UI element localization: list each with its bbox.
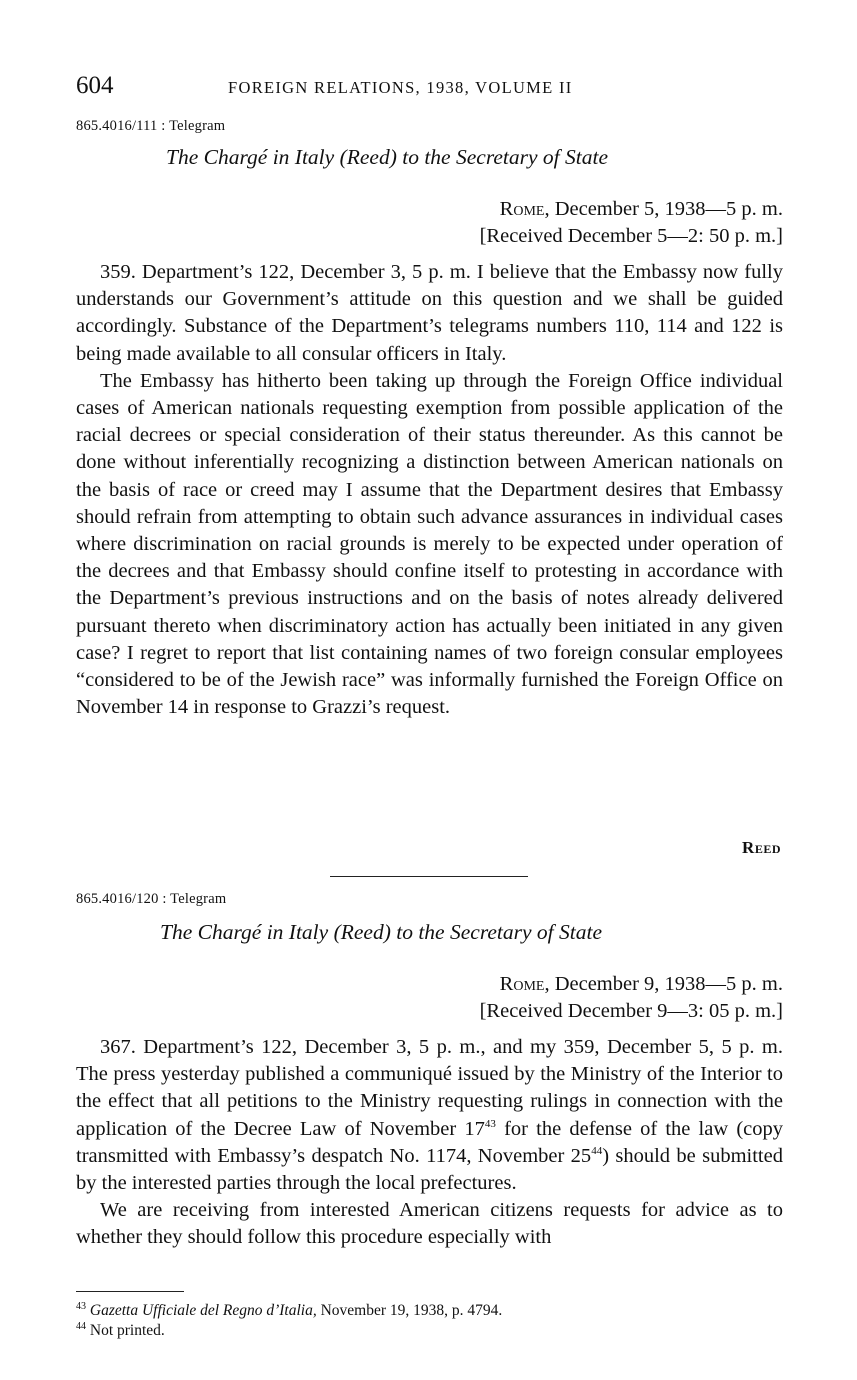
doc2-body	[76, 1034, 783, 1252]
doc1-city: Rome	[499, 198, 545, 220]
doc2-received: [Received December 9—3: 05 p. m.]	[479, 1000, 783, 1022]
doc2-paragraph-1-part-b: for the defense of the law (copy transmitted with Embassy’s despatch No. 1174, November 25	[76, 1117, 783, 1167]
running-title: FOREIGN RELATIONS, 1938, VOLUME II	[228, 78, 573, 97]
doc2-file-reference: 865.4016/120 : Telegram	[76, 891, 227, 907]
doc1-heading: The Chargé in Italy (Reed) to the Secretary of State	[166, 145, 609, 169]
doc2-paragraph-1-part-a: 367. Department’s 122, December 3, 5 p. m., and my 359, December 5, 5 p. m. The press yesterday published a communiqué issued by the Ministry of the Interior to the effect that all petitions to the Ministry requesting rulings in connection with the application of the Decree Law of November 17	[76, 1036, 783, 1140]
doc1-paragraph-2: The Embassy has hitherto been taking up through the Foreign Office individual cases of American nationals requesting exemption from possible application of the racial decrees or special consideration of their status thereunder. As this cannot be done without inferentially recognizing a distinction between American nationals on the basis of race or creed may I assume that the Department desires that Embassy should refrain from attempting to obtain such advance assurances in individual cases where discrimination on racial grounds is merely to be expected under operation of the decrees and that Embassy should confine itself to protesting in accordance with the Department’s previous instructions and on the basis of notes already delivered pursuant thereto when discriminatory action has actually been initiated in any given case? I regret to report that list containing names of two foreign consular employees “considered to be of the Jewish race” was informally furnished the Foreign Office on November 14 in response to Grazzi’s request.	[76, 369, 783, 719]
section-separator	[330, 876, 528, 877]
footnote-43-mark: 43	[76, 1300, 86, 1312]
doc1-signature: Reed	[742, 838, 781, 857]
doc2-dateline	[480, 971, 783, 1025]
footnote-rule	[76, 1291, 184, 1292]
running-head	[76, 72, 782, 102]
footnote-ref-43: 43	[484, 1117, 496, 1130]
footnotes	[76, 1301, 776, 1341]
footnote-ref-44: 44	[591, 1144, 603, 1157]
doc2-paragraph-2: We are receiving from interested American citizens requests for advice as to whether they should follow this procedure especially with	[76, 1199, 783, 1249]
doc1-file-reference: 865.4016/111 : Telegram	[76, 118, 226, 134]
doc1-dateline	[480, 196, 783, 250]
doc1-place-date	[480, 196, 783, 223]
doc1-body	[76, 259, 783, 721]
doc1-received: [Received December 5—2: 50 p. m.]	[479, 225, 783, 247]
footnote-44-mark: 44	[76, 1320, 86, 1332]
footnote-44	[76, 1321, 776, 1341]
doc2-paragraph-1	[76, 1034, 783, 1197]
doc2-city: Rome	[499, 973, 545, 995]
doc2-paragraph-1-part-c: ) should be submitted by the interested parties through the local prefectures.	[76, 1144, 783, 1195]
doc2-date: , December 9, 1938—5 p. m.	[544, 973, 783, 995]
doc2-heading: The Chargé in Italy (Reed) to the Secretary of State	[160, 920, 603, 944]
footnote-44-text: Not printed.	[89, 1322, 165, 1339]
footnote-43	[76, 1301, 776, 1321]
page-number: 604	[76, 72, 114, 99]
doc2-place-date	[480, 971, 783, 998]
doc1-paragraph-1: 359. Department’s 122, December 3, 5 p. m. I believe that the Embassy now fully understands our Government’s attitude on this question and we shall be guided accordingly. Substance of the Department’s telegrams numbers 110, 114 and 122 is being made available to all consular officers in Italy.	[76, 261, 783, 365]
doc1-date: , December 5, 1938—5 p. m.	[544, 198, 783, 220]
footnote-43-text: November 19, 1938, p. 4794.	[316, 1302, 503, 1319]
footnote-43-publication: Gazetta Ufficiale del Regno d’Italia,	[89, 1302, 317, 1319]
